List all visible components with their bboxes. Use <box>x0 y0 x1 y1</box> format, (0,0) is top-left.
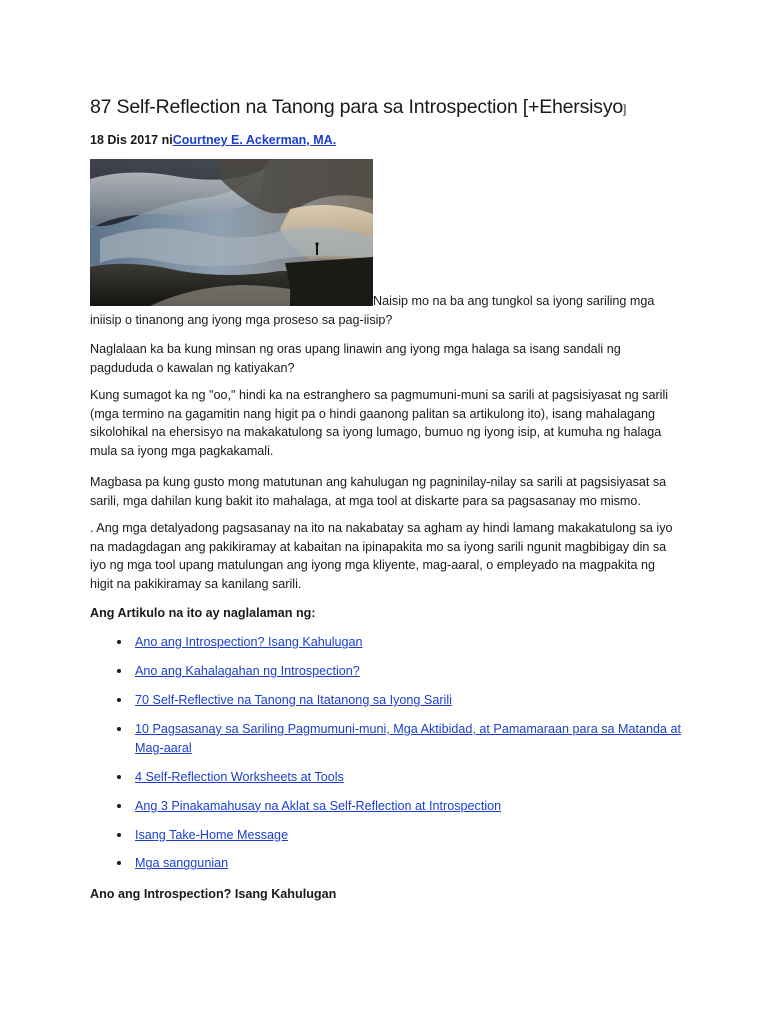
bullet-icon <box>117 804 121 808</box>
author-link[interactable]: Courtney E. Ackerman, MA. <box>172 133 337 147</box>
toc-link-exercises[interactable]: 10 Pagsasanay sa Sariling Pagmumuni-muni, Mga Aktibidad, at Pamamaraan para sa Matanda at Mag-aaral <box>135 721 682 755</box>
toc-link-takehome[interactable]: Isang Take-Home Message <box>135 827 289 842</box>
toc-link-worksheets[interactable]: 4 Self-Reflection Worksheets at Tools <box>135 769 344 784</box>
hero-image-illustration <box>90 159 373 306</box>
article-title-text: 87 Self-Reflection na Tanong para sa Introspection [+Ehersisyo <box>90 96 624 118</box>
article-title-bracket: ] <box>623 102 627 116</box>
byline <box>90 133 336 147</box>
table-of-contents <box>90 633 690 883</box>
article-title <box>90 96 626 119</box>
bullet-icon <box>117 861 121 865</box>
section-heading: Ano ang Introspection? Isang Kahulugan <box>90 887 337 901</box>
toc-link-books[interactable]: Ang 3 Pinakamahusay na Aklat sa Self-Reflection at Introspection <box>135 798 502 813</box>
intro-paragraph: Naisip mo na ba ang tungkol sa iyong sariling mga iniisip o tinanong ang iyong mga proseso sa pag-iisip? <box>90 294 655 327</box>
toc-item <box>90 797 690 816</box>
bullet-icon <box>117 833 121 837</box>
paragraph-4: Magbasa pa kung gusto mong matutunan ang kahulugan ng pagninilay-nilay sa sarili at pagsisiyasat sa sarili, mga dahilan kung bakit ito mahalaga, at mga tool at diskarte para sa pagsasanay mo mismo. <box>90 475 667 508</box>
contents-heading: Ang Artikulo na ito ay naglalaman ng: <box>90 606 316 620</box>
toc-item <box>90 768 690 787</box>
paragraph-3: Kung sumagot ka ng "oo," hindi ka na estranghero sa pagmumuni-muni sa sarili at pagsisiyasat ng sarili (mga termino na gagamitin nang higit pa o hindi gaanong palitan sa artikulong ito), isang mahalagang sikolohikal na ehersisyo na makakatulong sa iyong lumago, bumuo ng iyong isip, at kumuha ng halaga mula sa iyong mga pagkakamali. <box>90 388 669 458</box>
hero-image <box>90 159 373 306</box>
bullet-icon <box>117 775 121 779</box>
toc-item <box>90 691 690 710</box>
toc-link-definition[interactable]: Ano ang Introspection? Isang Kahulugan <box>135 635 363 649</box>
bullet-icon <box>117 640 121 644</box>
paragraph-5: . Ang mga detalyadong pagsasanay na ito na nakabatay sa agham ay hindi lamang makakatulong sa iyo na madagdagan ang pakikiramay at kabaitan na ipinapakita mo sa iyong sarili ngunit magbibigay din sa iyo ng mga tool upang matulungan ang iyong mga kliyente, mag-aaral, o empleyado na magpakita ng higit na pakikiramay sa kanilang sarili. <box>90 521 673 591</box>
bullet-icon <box>117 727 121 731</box>
toc-item <box>90 633 690 652</box>
toc-link-references[interactable]: Mga sanggunian <box>135 856 229 871</box>
bullet-icon <box>117 698 121 702</box>
toc-item <box>90 854 690 873</box>
toc-link-importance[interactable]: Ano ang Kahalagahan ng Introspection? <box>135 663 360 678</box>
paragraph-2: Naglalaan ka ba kung minsan ng oras upang linawin ang iyong mga halaga sa isang sandali ng pagdududa o kawalan ng katiyakan? <box>90 342 621 375</box>
toc-item <box>90 826 690 845</box>
byline-date: 18 Dis 2017 ni <box>90 133 173 147</box>
toc-item <box>90 720 690 757</box>
bullet-icon <box>117 669 121 673</box>
toc-link-questions[interactable]: 70 Self-Reflective na Tanong na Itatanong sa Iyong Sarili <box>135 692 452 707</box>
toc-item <box>90 662 690 681</box>
